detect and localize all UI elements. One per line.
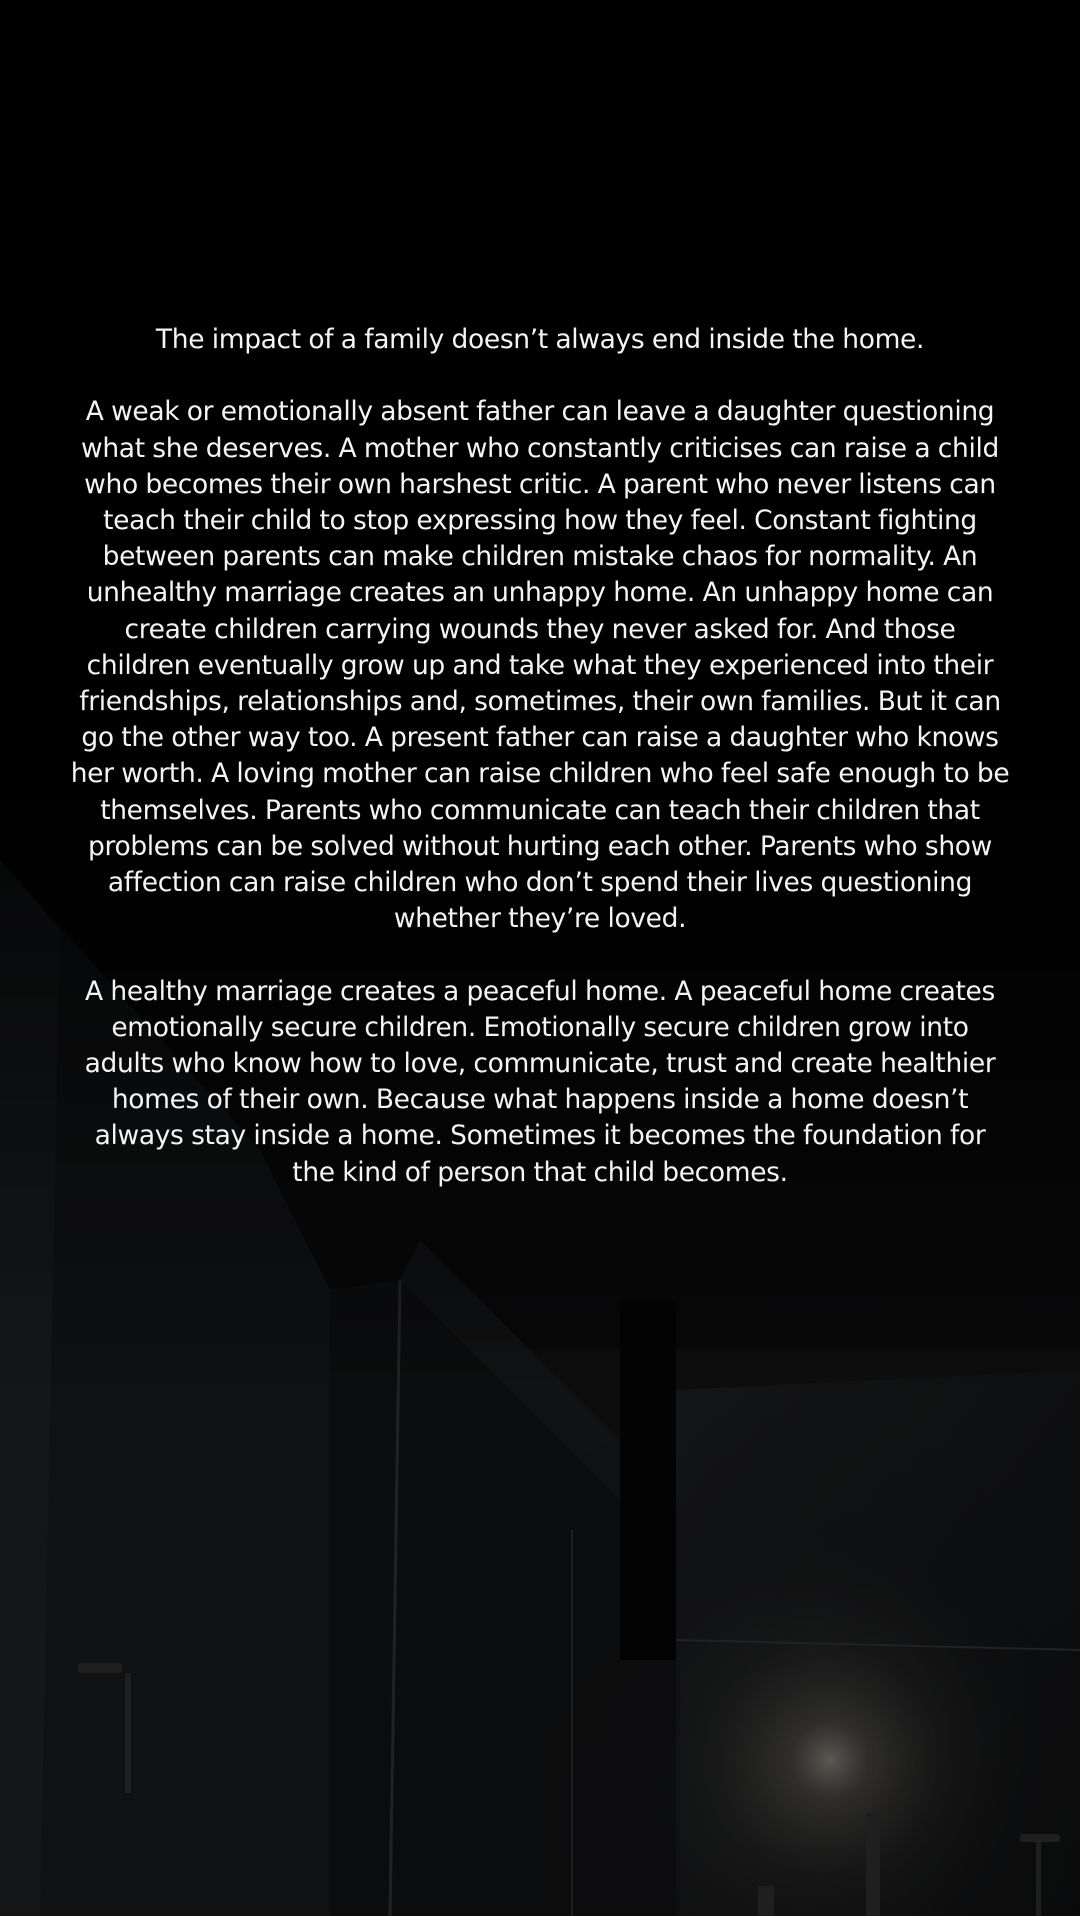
paragraph-conclusion: A healthy marriage creates a peaceful home. A peaceful home creates emotionally secure children. Emotionally secure children grow into adults who know how to love, communicate, trust and create healthier homes of their own. Because what happens inside a home doesn’t always stay inside a home. Sometimes it becomes the foundation for the kind of person that child becomes.	[84, 975, 996, 1188]
paragraph-body: A weak or emotionally absent father can leave a daughter questioning what she deserves. A mother who constantly criticises can raise a child who becomes their own harshest critic. A parent who never listens can teach their child to stop expressing how they feel. Constant fighting between parents can make children mistake chaos for normality. An unhealthy marriage creates an unhappy home. An unhappy home can create children carrying wounds they never asked for. And those children eventually grow up and take what they experienced into their friendships, relationships and, sometimes, their own families. But it can go the other way too. A present father can raise a daughter who knows her worth. A loving mother can raise children who feel safe enough to be themselves. Parents who communicate can teach their children that problems can be solved without hurting each other. Parents who show affection can raise children who don’t spend their lives questioning whether they’re loved.	[70, 396, 1010, 935]
paragraph-intro: The impact of a family doesn’t always end inside the home.	[155, 324, 925, 355]
story-text	[70, 322, 1010, 1191]
